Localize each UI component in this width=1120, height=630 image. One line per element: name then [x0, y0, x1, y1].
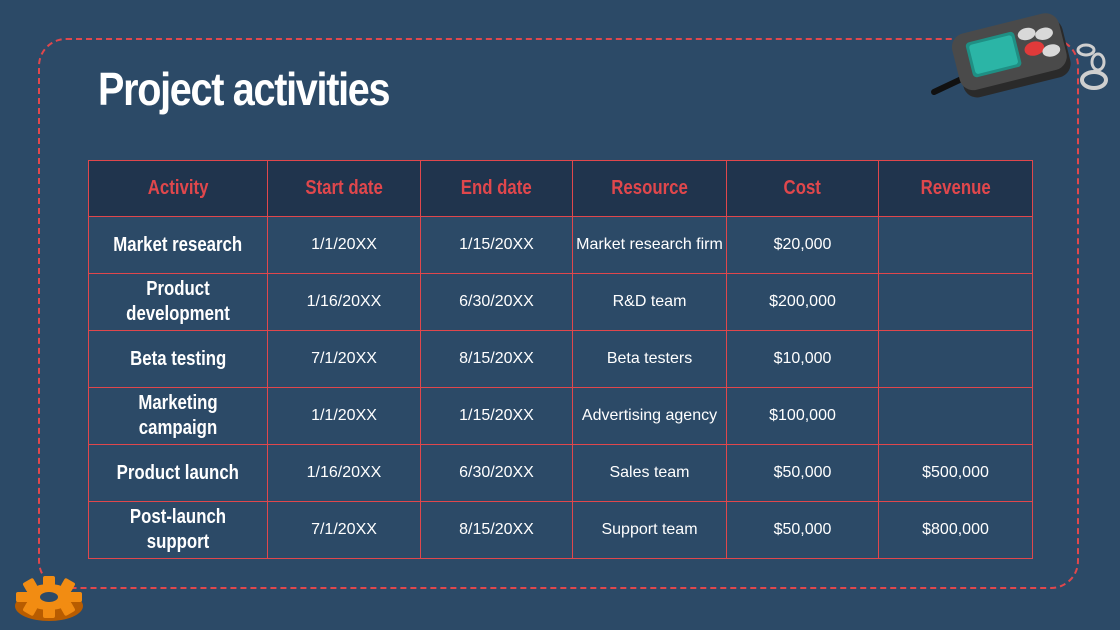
page-title: Project activities: [98, 63, 390, 115]
activity-cell: Market research: [89, 217, 268, 274]
resource-cell: Advertising agency: [573, 388, 727, 445]
resource-cell: Beta testers: [573, 331, 727, 388]
header-start-date: Start date: [268, 161, 421, 217]
start-date-cell: 1/16/20XX: [268, 445, 421, 502]
revenue-cell: [879, 217, 1033, 274]
revenue-cell: $500,000: [879, 445, 1033, 502]
table-row: [89, 502, 1033, 559]
resource-cell: R&D team: [573, 274, 727, 331]
table-header-row: [89, 161, 1033, 217]
cost-cell: $50,000: [727, 502, 879, 559]
activities-table: [88, 160, 1033, 559]
start-date-cell: 1/1/20XX: [268, 217, 421, 274]
header-revenue: Revenue: [879, 161, 1033, 217]
end-date-cell: 6/30/20XX: [421, 274, 573, 331]
table-row: [89, 274, 1033, 331]
activity-cell: Post-launch support: [89, 502, 268, 559]
cost-cell: $50,000: [727, 445, 879, 502]
activity-cell: Marketing campaign: [89, 388, 268, 445]
cost-cell: $20,000: [727, 217, 879, 274]
activity-cell: Beta testing: [89, 331, 268, 388]
activity-cell: Product launch: [89, 445, 268, 502]
header-activity: Activity: [89, 161, 268, 217]
header-cost: Cost: [727, 161, 879, 217]
end-date-cell: 1/15/20XX: [421, 388, 573, 445]
resource-cell: Support team: [573, 502, 727, 559]
start-date-cell: 7/1/20XX: [268, 331, 421, 388]
header-end-date: End date: [421, 161, 573, 217]
header-resource: Resource: [573, 161, 727, 217]
resource-cell: Sales team: [573, 445, 727, 502]
end-date-cell: 8/15/20XX: [421, 331, 573, 388]
start-date-cell: 1/16/20XX: [268, 274, 421, 331]
table-row: [89, 445, 1033, 502]
table-row: [89, 217, 1033, 274]
end-date-cell: 8/15/20XX: [421, 502, 573, 559]
cost-cell: $200,000: [727, 274, 879, 331]
cost-cell: $100,000: [727, 388, 879, 445]
end-date-cell: 1/15/20XX: [421, 217, 573, 274]
cost-cell: $10,000: [727, 331, 879, 388]
table-row: [89, 388, 1033, 445]
resource-cell: Market research firm: [573, 217, 727, 274]
end-date-cell: 6/30/20XX: [421, 445, 573, 502]
start-date-cell: 7/1/20XX: [268, 502, 421, 559]
key-fob-remote-icon: [928, 8, 1113, 100]
start-date-cell: 1/1/20XX: [268, 388, 421, 445]
revenue-cell: [879, 274, 1033, 331]
table-row: [89, 331, 1033, 388]
revenue-cell: $800,000: [879, 502, 1033, 559]
revenue-cell: [879, 331, 1033, 388]
activity-cell: Product development: [89, 274, 268, 331]
gear-icon: [12, 570, 86, 624]
revenue-cell: [879, 388, 1033, 445]
